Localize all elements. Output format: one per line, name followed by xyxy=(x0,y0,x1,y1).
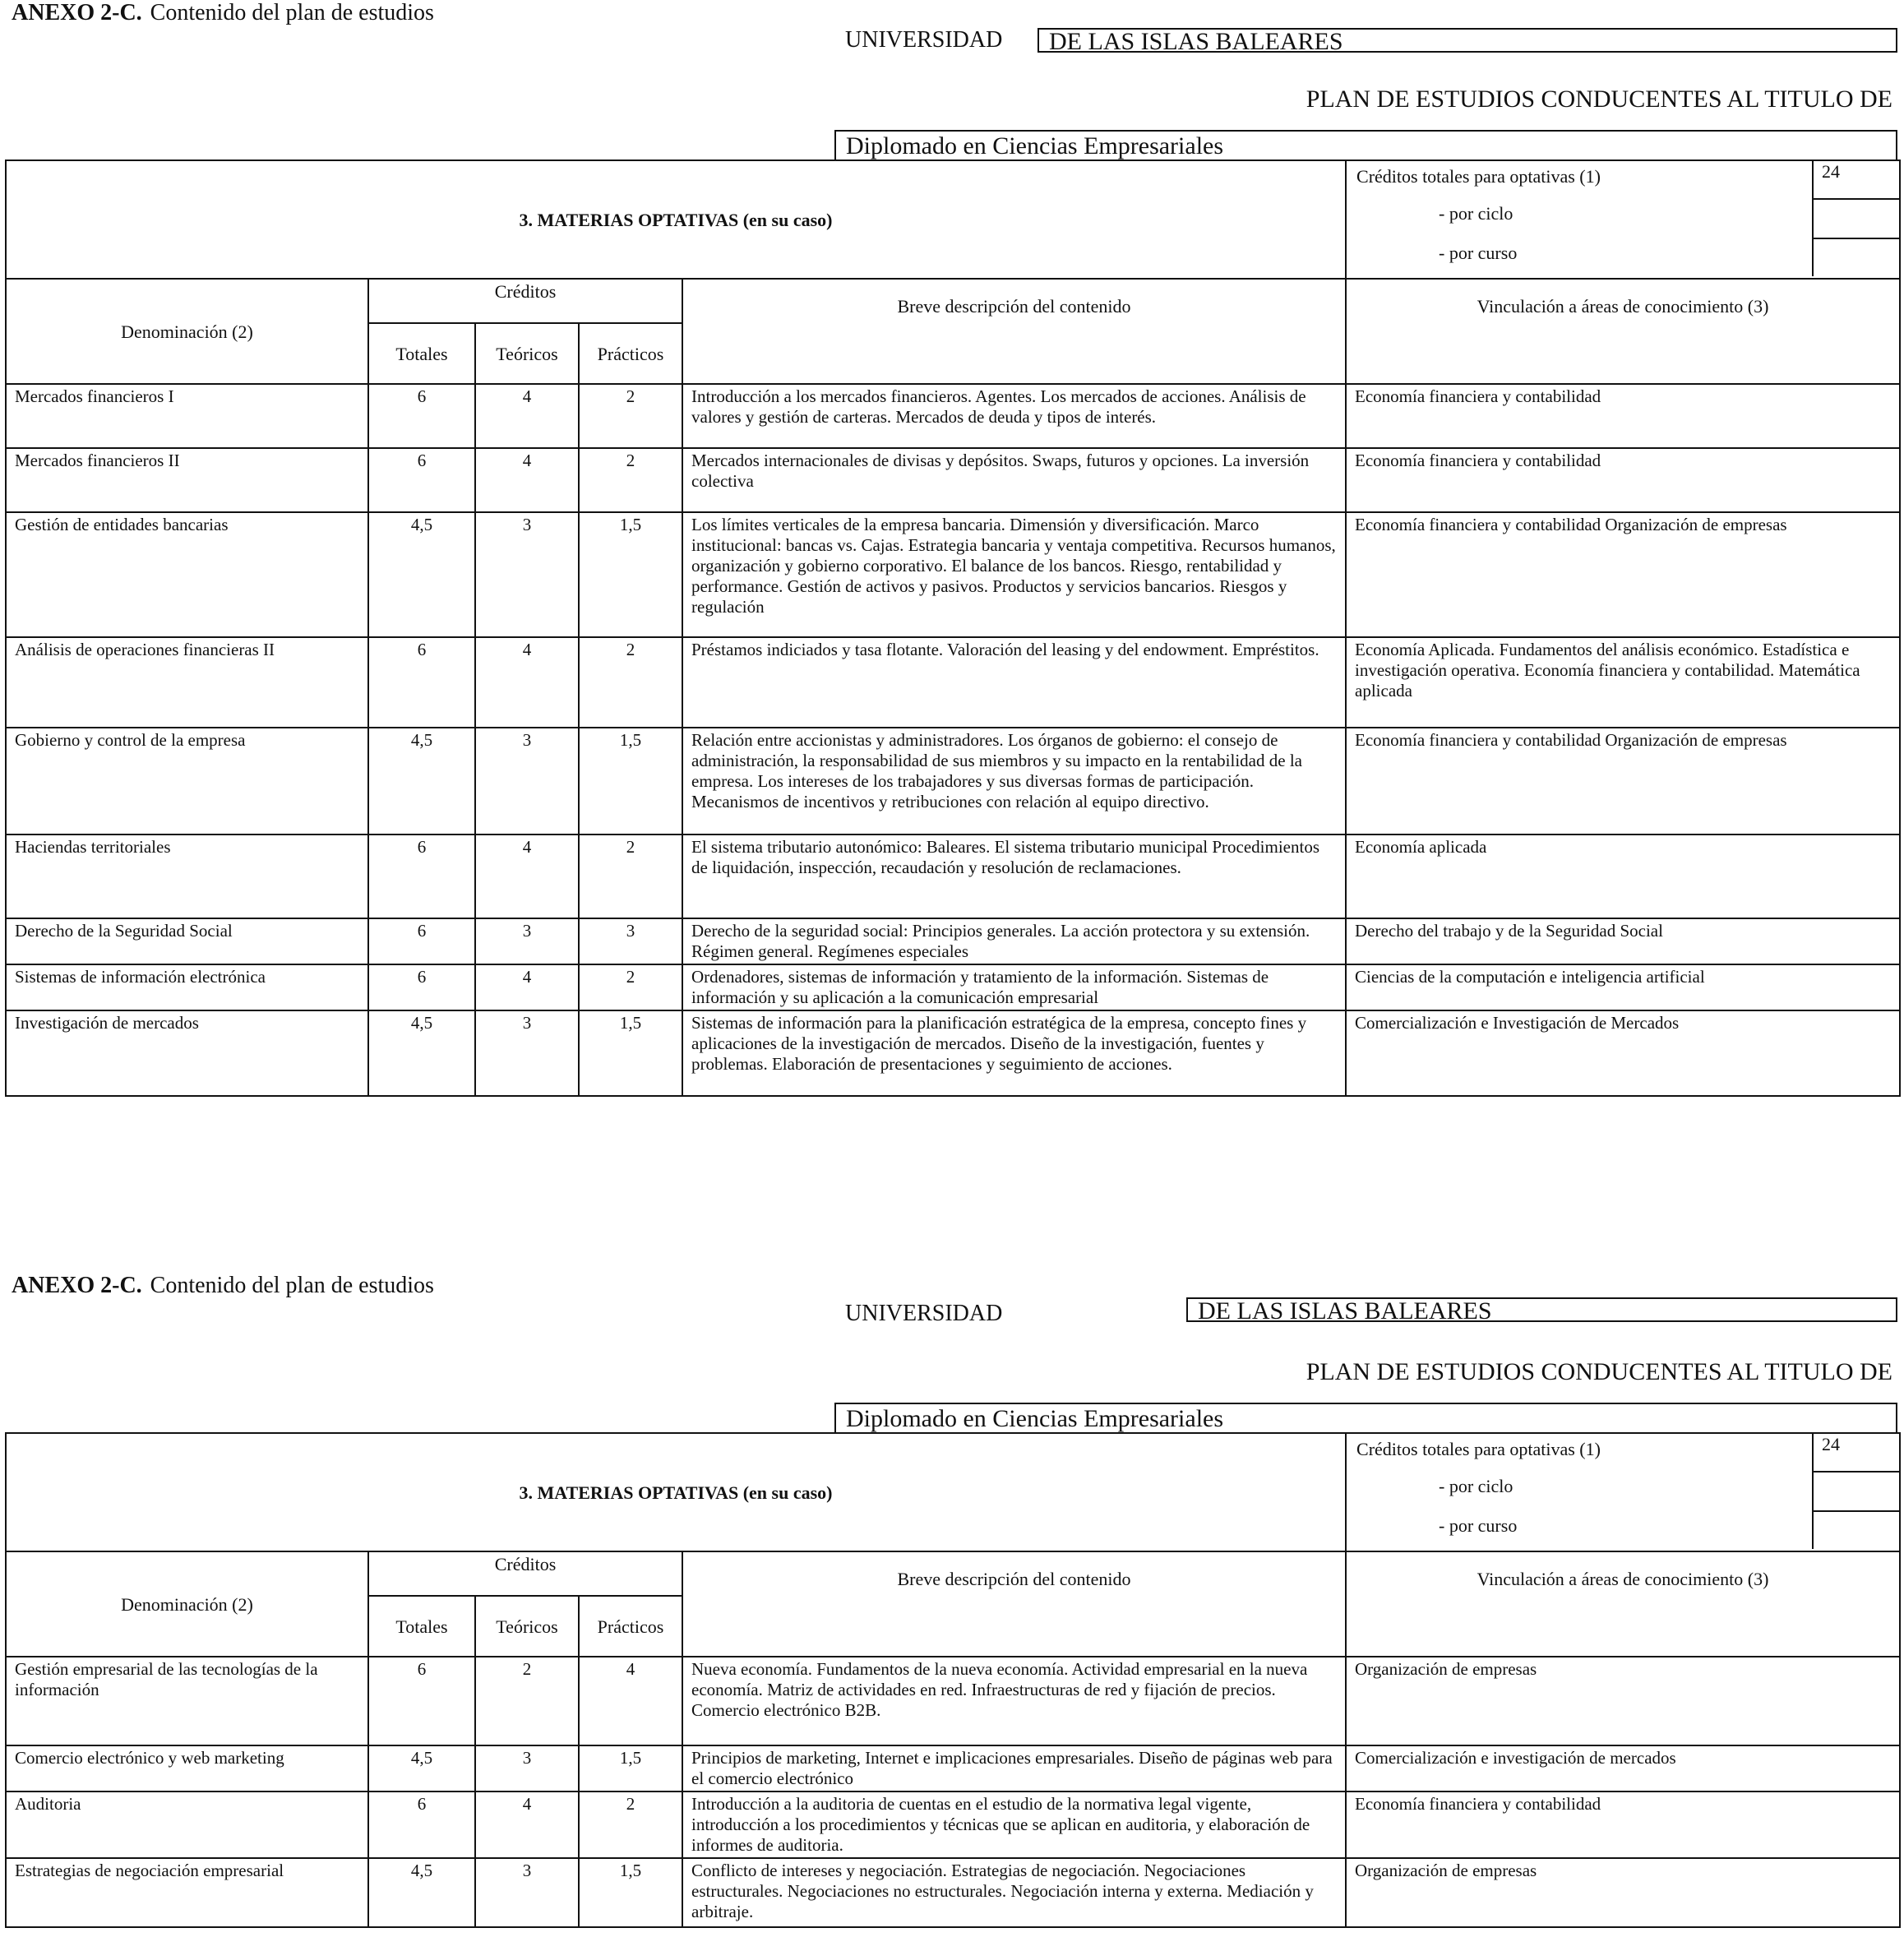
table-row xyxy=(6,512,1900,637)
credits-practice: 1,5 xyxy=(579,1858,682,1927)
per-course-label: - por curso xyxy=(1439,243,1518,263)
subject-name: Gestión empresarial de las tecnologías de la información xyxy=(6,1657,368,1745)
subject-description: Principios de marketing, Internet e implicaciones empresariales. Diseño de páginas web para el comercio electrónico xyxy=(682,1745,1346,1791)
optional-credits-total: 24 xyxy=(1814,161,1899,200)
credits-theory: 2 xyxy=(475,1657,579,1745)
knowledge-areas: Economía Aplicada. Fundamentos del análisis económico. Estadística e investigación operativa. Economía financiera y contabilidad. Matemática aplicada xyxy=(1346,637,1900,728)
subject-description: Introducción a los mercados financieros. Agentes. Los mercados de acciones. Análisis de valores y gestión de carteras. Mercados de deuda y tipos de interés. xyxy=(682,384,1346,448)
credits-practice: 2 xyxy=(579,637,682,728)
knowledge-areas: Organización de empresas xyxy=(1346,1657,1900,1745)
credits-total: 4,5 xyxy=(368,728,475,834)
knowledge-areas: Derecho del trabajo y de la Seguridad Social xyxy=(1346,918,1900,964)
subject-name: Comercio electrónico y web marketing xyxy=(6,1745,368,1791)
knowledge-areas: Economía aplicada xyxy=(1346,834,1900,918)
university-label: UNIVERSIDAD xyxy=(845,1301,1003,1326)
table-row xyxy=(6,1745,1900,1791)
credits-total: 6 xyxy=(368,1791,475,1858)
optional-credits-block xyxy=(1346,160,1900,279)
university-label: UNIVERSIDAD xyxy=(845,27,1003,53)
plan-title: PLAN DE ESTUDIOS CONDUCENTES AL TITULO DE xyxy=(1306,1358,1892,1385)
per-cycle-label: - por ciclo xyxy=(1439,1476,1513,1496)
annex-title: Contenido del plan de estudios xyxy=(150,1273,434,1298)
credits-practice: 3 xyxy=(579,918,682,964)
credits-total: 4,5 xyxy=(368,512,475,637)
col-theory-header: Teóricos xyxy=(475,1596,579,1657)
credits-practice: 2 xyxy=(579,964,682,1010)
col-name-header: Denominación (2) xyxy=(6,1551,368,1657)
subject-name: Mercados financieros II xyxy=(6,448,368,512)
knowledge-areas: Economía financiera y contabilidad xyxy=(1346,1791,1900,1858)
annex-label: ANEXO 2-C. xyxy=(12,1273,142,1298)
table-row xyxy=(6,918,1900,964)
credits-theory: 4 xyxy=(475,448,579,512)
subject-description: Sistemas de información para la planificación estratégica de la empresa, concepto fines y aplicaciones de la investigación de mercados. Diseño de la investigación, fuentes y problemas. Elaboración de presentaciones y seguimiento de acciones. xyxy=(682,1010,1346,1096)
credits-theory: 3 xyxy=(475,512,579,637)
optional-subjects-table xyxy=(5,160,1901,1097)
credits-theory: 4 xyxy=(475,1791,579,1858)
optional-credits-label: Créditos totales para optativas (1) xyxy=(1356,166,1601,187)
credits-theory: 4 xyxy=(475,964,579,1010)
subject-name: Gobierno y control de la empresa xyxy=(6,728,368,834)
credits-practice: 2 xyxy=(579,384,682,448)
table-row xyxy=(6,1858,1900,1927)
credits-practice: 2 xyxy=(579,834,682,918)
credits-practice: 1,5 xyxy=(579,512,682,637)
subject-description: Conflicto de intereses y negociación. Estrategias de negociación. Negociaciones estructurales. Negociaciones no estructurales. Negociación interna y externa. Mediación y arbitraje. xyxy=(682,1858,1346,1927)
col-credits-header: Créditos xyxy=(368,1551,682,1596)
table-row xyxy=(6,384,1900,448)
col-description-header: Breve descripción del contenido xyxy=(682,1551,1346,1657)
col-description-header: Breve descripción del contenido xyxy=(682,279,1346,384)
section-title: 3. MATERIAS OPTATIVAS (en su caso) xyxy=(6,160,1346,279)
knowledge-areas: Economía financiera y contabilidad xyxy=(1346,384,1900,448)
col-theory-header: Teóricos xyxy=(475,323,579,384)
optional-credits-label: Créditos totales para optativas (1) xyxy=(1356,1439,1601,1459)
col-total-header: Totales xyxy=(368,1596,475,1657)
subject-description: Ordenadores, sistemas de información y tratamiento de la información. Sistemas de información y su aplicación a la comunicación empresarial xyxy=(682,964,1346,1010)
subject-name: Análisis de operaciones financieras II xyxy=(6,637,368,728)
subject-description: Los límites verticales de la empresa bancaria. Dimensión y diversificación. Marco institucional: bancas vs. Cajas. Estrategia bancaria y ventaja competitiva. Recursos humanos, organización y gobierno corporativo. El balance de los bancos. Riesgo, rentabilidad y performance. Gestión de activos y pasivos. Productos y servicios bancarios. Riesgos y regulación xyxy=(682,512,1346,637)
section-title: 3. MATERIAS OPTATIVAS (en su caso) xyxy=(6,1433,1346,1551)
university-name: DE LAS ISLAS BALEARES xyxy=(1037,28,1897,53)
subject-name: Sistemas de información electrónica xyxy=(6,964,368,1010)
annex-heading xyxy=(12,0,434,26)
col-name-header: Denominación (2) xyxy=(6,279,368,384)
credits-theory: 3 xyxy=(475,1858,579,1927)
col-credits-header: Créditos xyxy=(368,279,682,323)
credits-theory: 3 xyxy=(475,1745,579,1791)
credits-theory: 3 xyxy=(475,1010,579,1096)
credits-practice: 1,5 xyxy=(579,1010,682,1096)
credits-total: 4,5 xyxy=(368,1745,475,1791)
credits-total: 4,5 xyxy=(368,1858,475,1927)
knowledge-areas: Ciencias de la computación e inteligencia artificial xyxy=(1346,964,1900,1010)
credits-total: 6 xyxy=(368,834,475,918)
table-row xyxy=(6,964,1900,1010)
col-practice-header: Prácticos xyxy=(579,1596,682,1657)
credits-total: 4,5 xyxy=(368,1010,475,1096)
credits-total: 6 xyxy=(368,448,475,512)
knowledge-areas: Organización de empresas xyxy=(1346,1858,1900,1927)
annex-title: Contenido del plan de estudios xyxy=(150,0,434,25)
subject-name: Estrategias de negociación empresarial xyxy=(6,1858,368,1927)
table-row xyxy=(6,1010,1900,1096)
credits-theory: 4 xyxy=(475,384,579,448)
table-row xyxy=(6,728,1900,834)
annex-heading xyxy=(12,1273,434,1299)
credits-total: 6 xyxy=(368,918,475,964)
col-practice-header: Prácticos xyxy=(579,323,682,384)
subject-description: Nueva economía. Fundamentos de la nueva economía. Actividad empresarial en la nueva economía. Matriz de actividades en red. Infraestructuras de red y fijación de precios. Comercio electrónico B2B. xyxy=(682,1657,1346,1745)
subject-description: Préstamos indiciados y tasa flotante. Valoración del leasing y del endowment. Empréstitos. xyxy=(682,637,1346,728)
per-course-value xyxy=(1814,1512,1899,1549)
subject-description: Derecho de la seguridad social: Principios generales. La acción protectora y su extensión. Régimen general. Regímenes especiales xyxy=(682,918,1346,964)
subject-name: Gestión de entidades bancarias xyxy=(6,512,368,637)
subject-name: Mercados financieros I xyxy=(6,384,368,448)
degree-name: Diplomado en Ciencias Empresariales xyxy=(834,1403,1897,1432)
table-row xyxy=(6,448,1900,512)
col-areas-header: Vinculación a áreas de conocimiento (3) xyxy=(1346,1551,1900,1657)
optional-subjects-table xyxy=(5,1432,1901,1928)
subject-description: Introducción a la auditoria de cuentas en el estudio de la normativa legal vigente, introducción a los procedimientos y técnicas que se aplican en auditoria, y elaboración de informes de auditoria. xyxy=(682,1791,1346,1858)
knowledge-areas: Comercialización e Investigación de Mercados xyxy=(1346,1010,1900,1096)
knowledge-areas: Economía financiera y contabilidad Organización de empresas xyxy=(1346,512,1900,637)
col-areas-header: Vinculación a áreas de conocimiento (3) xyxy=(1346,279,1900,384)
credits-total: 6 xyxy=(368,384,475,448)
credits-practice: 2 xyxy=(579,1791,682,1858)
credits-practice: 1,5 xyxy=(579,1745,682,1791)
subject-name: Investigación de mercados xyxy=(6,1010,368,1096)
per-course-value xyxy=(1814,239,1899,276)
degree-name: Diplomado en Ciencias Empresariales xyxy=(834,130,1897,160)
optional-credits-total: 24 xyxy=(1814,1434,1899,1472)
credits-total: 6 xyxy=(368,1657,475,1745)
subject-name: Haciendas territoriales xyxy=(6,834,368,918)
table-row xyxy=(6,637,1900,728)
subject-name: Auditoria xyxy=(6,1791,368,1858)
credits-practice: 2 xyxy=(579,448,682,512)
knowledge-areas: Comercialización e investigación de mercados xyxy=(1346,1745,1900,1791)
credits-practice: 4 xyxy=(579,1657,682,1745)
plan-title: PLAN DE ESTUDIOS CONDUCENTES AL TITULO DE xyxy=(1306,86,1892,113)
credits-theory: 4 xyxy=(475,637,579,728)
annex-label: ANEXO 2-C. xyxy=(12,0,142,25)
credits-total: 6 xyxy=(368,637,475,728)
knowledge-areas: Economía financiera y contabilidad xyxy=(1346,448,1900,512)
credits-theory: 3 xyxy=(475,918,579,964)
table-row xyxy=(6,834,1900,918)
credits-practice: 1,5 xyxy=(579,728,682,834)
subject-description: Relación entre accionistas y administradores. Los órganos de gobierno: el consejo de administración, la responsabilidad de sus miembros y su impacto en la rentabilidad de la empresa. Los intereses de los trabajadores y sus diversas formas de participación. Mecanismos de incentivos y retribuciones con relación al equipo directivo. xyxy=(682,728,1346,834)
subject-description: Mercados internacionales de divisas y depósitos. Swaps, futuros y opciones. La inversión colectiva xyxy=(682,448,1346,512)
table-row xyxy=(6,1791,1900,1858)
credits-theory: 4 xyxy=(475,834,579,918)
per-course-label: - por curso xyxy=(1439,1515,1518,1536)
optional-credits-block xyxy=(1346,1433,1900,1551)
credits-theory: 3 xyxy=(475,728,579,834)
col-total-header: Totales xyxy=(368,323,475,384)
per-cycle-label: - por ciclo xyxy=(1439,203,1513,224)
credits-total: 6 xyxy=(368,964,475,1010)
per-cycle-value xyxy=(1814,200,1899,238)
knowledge-areas: Economía financiera y contabilidad Organización de empresas xyxy=(1346,728,1900,834)
subject-name: Derecho de la Seguridad Social xyxy=(6,918,368,964)
university-name: DE LAS ISLAS BALEARES xyxy=(1186,1297,1897,1322)
table-row xyxy=(6,1657,1900,1745)
subject-description: El sistema tributario autonómico: Baleares. El sistema tributario municipal Procedimientos de liquidación, inspección, recaudación y resolución de reclamaciones. xyxy=(682,834,1346,918)
per-cycle-value xyxy=(1814,1472,1899,1511)
